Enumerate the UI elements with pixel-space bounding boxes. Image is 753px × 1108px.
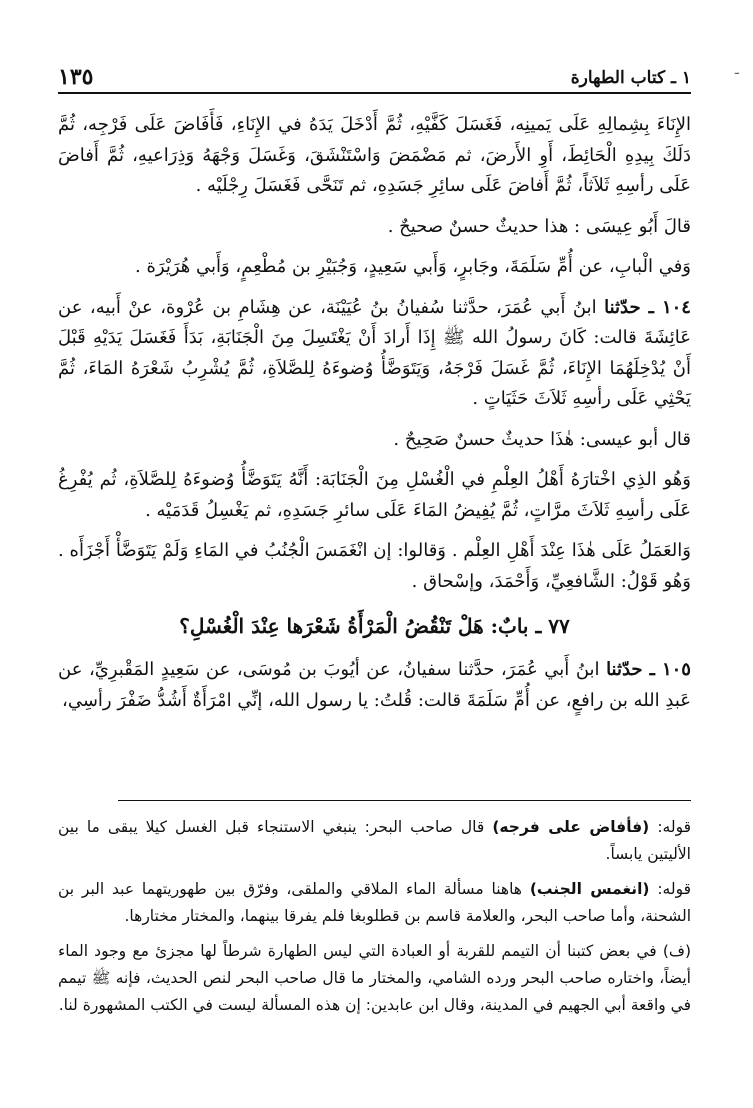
footnote-divider xyxy=(118,800,691,801)
hadith-105 xyxy=(58,655,691,716)
footnote-3: (ف) في بعض كتبنا أن التيمم للقربة أو العبادة التي ليس الطهارة شرطاً لها مجزئ مع وجود الماء أيضاً، واختاره صاحب البحر ورده الشامي، والمختار ما قال صاحب البحر لنص الحديث، فإنه ﷺ تيمم في واقعة أبي الجهيم في المدينة، وقال ابن عابدين: إن هذه المسألة ليست في الكتب المشهورة لنا. xyxy=(58,942,691,1014)
footnote-1-prefix: قوله: xyxy=(657,818,691,836)
hadith-105-text: ابنُ أَبي عُمَرَ، حدَّثنا سفيانُ، عن أيُوبَ بن مُوسَى، عن سَعِيدٍ المَقْبرِيِّ، عن عَبدِ الله بن رافعٍ، عن أُمِّ سَلَمَةَ قالت: قُلتُ: يا رسول الله، إنِّي امْرَأَةٌ أَشُدُّ ضَفْرَ رأسِي، xyxy=(58,659,691,711)
paragraph-scholars-view: وَهُو الذِي اخْتارَهُ أَهْلُ العِلْمِ في الْغُسْلِ مِنَ الْجَنَابَة: أَنَّهُ يَتَوَضَّأُ وُضوءَهُ لِلصَّلاَةِ، ثُم يُفْرِغُ عَلَى رأسِهِ ثَلاَثَ مرَّاتٍ، ثُمَّ يُفِيضُ المَاءَ عَلَى سائرِ جَسَدِهِ، ثم يَغْسِلُ قَدَمَيْه . xyxy=(58,469,691,521)
hadith-104 xyxy=(58,293,691,415)
chapter-title-header: ١ ـ كتاب الطهارة xyxy=(570,68,691,88)
page-number: ١٣٥ xyxy=(58,64,94,90)
hadith-104-number: ١٠٤ ـ حدّثنا xyxy=(604,296,691,318)
footnotes xyxy=(58,814,691,1027)
main-text xyxy=(58,110,691,726)
paragraph-grading-2: قال أبو عيسى: هٰذَا حديثٌ حسنٌ صَحِيحٌ . xyxy=(393,428,691,450)
paragraph-grading: قالَ أَبُو عِيسَى : هذا حديثٌ حسنٌ صحيحٌ . xyxy=(387,215,691,237)
footnote-1 xyxy=(58,814,691,868)
paragraph-continuation: الإِنَاءَ بِشِمالِهِ عَلَى يَمينِه، فَغَسَلَ كَفَّيْهِ، ثُمَّ أَدْخَلَ يَدَهُ في الإِنَاءِ، فَأَفَاضَ عَلَى فَرْجِه، ثُمَّ دَلَكَ بِيدِهِ الْحَائِطَ، أَوِ الأَرضَ، ثم مَضْمَضَ وَاسْتَنْشَقَ، وَغَسَلَ وَجْهَهُ وَذِرَاعيهِ، ثُمَّ أَفاضَ عَلَى رأسِهِ ثَلاَثاً، ثُمَّ أَفاضَ عَلَى سائِرِ جَسَدِهِ، ثم تَنَحَّى فَغَسَلَ رِجْلَيْه . xyxy=(58,114,691,196)
page-header xyxy=(58,58,691,94)
footnote-2-prefix: قوله: xyxy=(657,880,691,898)
footnote-2-keyword: (انغمس الجنب) xyxy=(529,880,650,898)
hadith-104-text: ابنُ أَبي عُمَرَ، حدَّثنا سُفيانُ بنُ عُيَيْنَة، عن هِشَامِ بن عُرْوة، عنْ أَبيه، عن عَائِشَةَ قالت: كَانَ رسولُ الله ﷺ إِذَا أَرادَ أَنْ يَغْتَسِلَ مِنَ الْجَنَابَةِ، بَدَأَ فَغَسَلَ يَدَيْهِ قَبْلَ أَنْ يُدْخِلَهُمَا الإِنَاءَ، ثُمَّ غَسَلَ فَرْجَهُ، وَيَتَوَضَّأُ وُضوءَهُ لِلصَّلاَةِ، ثُمَّ يُشْرِبُ شَعْرَهُ المَاءَ، ثُمَّ يَحْثِي عَلَى رأسِهِ ثَلاَثَ حَثَيَاتٍ . xyxy=(58,296,691,409)
corner-mark: ـ xyxy=(734,62,739,78)
paragraph-practice: وَالعَمَلُ عَلَى هٰذَا عِنْدَ أَهْلِ العِلْم . وَقالوا: إن انْغَمَسَ الْجُنُبُ في المَاءِ وَلَمْ يَتَوَضَّأْ أَجْزَأَه . وَهُو قَوْلُ: الشَّافعِيِّ، وَأَحْمَدَ، وإسْحاق . xyxy=(58,540,691,592)
paragraph-chapter-narrators: وَفي الْبابِ، عن أُمِّ سَلَمَةَ، وجَابرٍ، وَأَبي سَعِيدٍ، وَجُبَيْرِ بن مُطْعِمٍ، وَأَبي هُرَيْرَة . xyxy=(135,256,691,277)
hadith-105-number: ١٠٥ ـ حدّثنا xyxy=(606,659,691,680)
footnote-1-keyword: (فأفاض على فرجه) xyxy=(492,818,650,836)
footnote-2 xyxy=(58,876,691,930)
footnote-1-text: قال صاحب البحر: ينبغي الاستنجاء قبل الغسل كيلا يبقى ما بين الأليتين يابساً. xyxy=(58,818,691,863)
footnote-2-text: هاهنا مسألة الماء الملاقي والملقى، وفرّق بين طهوريتهما عبد البر بن الشحنة، وأما صاحب البحر، والعلامة قاسم بن قطلوبغا فلم يفرقا بينهما، والمختار مختارها. xyxy=(58,880,691,925)
chapter-heading-77: ٧٧ ـ بابٌ: هَلْ تَنْقُضُ الْمَرْأَةُ شَعْرَها عِنْدَ الْغُسْلِ؟ xyxy=(179,614,570,638)
